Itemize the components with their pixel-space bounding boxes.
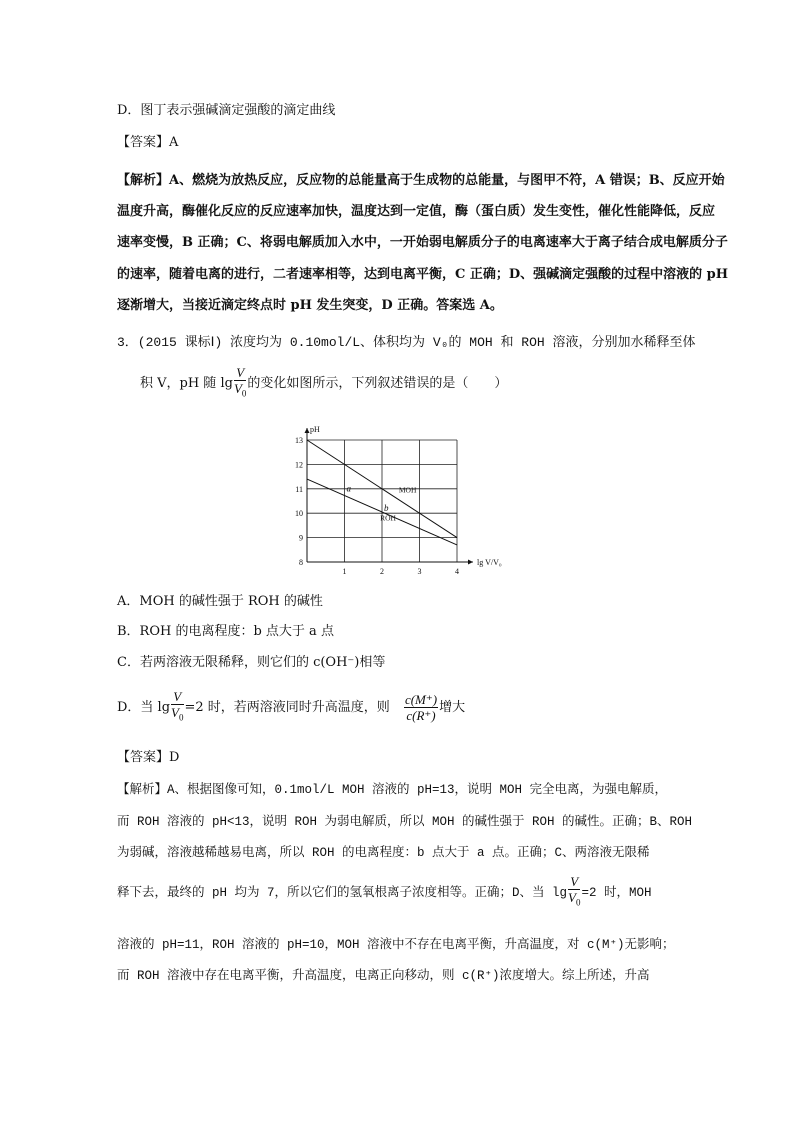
analysis2-line4-pre: 释下去，最终的 pH 均为 7，所以它们的氢氧根离子浓度相等。正确；D、当 lg — [117, 886, 568, 900]
analysis2-line4-post: =2 时，MOH — [581, 886, 652, 900]
series-label-roh: ROH — [380, 513, 396, 523]
analysis1-line4: 的速率，随着电离的进行，二者速率相等，达到电离平衡，C 正确；D、强碱滴定强酸的过程中溶液的 pH — [117, 267, 729, 282]
analysis1-line3: 速率变慢，B 正确；C、将弱电解质加入水中，一开始弱电解质分子的电离速率大于离子结合成电解质分子 — [117, 235, 728, 250]
fraction-numerator: V — [171, 689, 183, 705]
question3-line1: 3．(2015 课标Ⅰ) 浓度均为 0.10mol/L、体积均为 V₀的 MOH 和 ROH 溶液，分别加水稀释至体 — [117, 335, 696, 350]
q3-line2-post: 的变化如图所示，下列叙述错误的是（ ） — [247, 375, 508, 391]
y-tick-label: 11 — [295, 484, 303, 494]
ion-numerator: c(M⁺) — [404, 692, 438, 707]
ion-denominator: c(R⁺) — [406, 708, 436, 723]
option-b: B．ROH 的电离程度：b 点大于 a 点 — [117, 624, 334, 639]
analysis1-line1: 【解析】A、燃烧为放热反应，反应物的总能量高于生成物的总能量，与图甲不符，A 错误；B、反应开始 — [117, 173, 725, 188]
fraction-v-over-v0 — [234, 365, 246, 402]
x-tick-label: 1 — [342, 567, 347, 576]
y-tick-label: 9 — [299, 533, 303, 543]
question3-line2 — [140, 365, 507, 402]
point-label-b: b — [384, 503, 389, 514]
ph-dilution-chart — [285, 420, 502, 590]
option-c: C．若两溶液无限稀释，则它们的 c(OH⁻)相等 — [117, 655, 386, 670]
fraction-numerator: V — [234, 365, 246, 381]
y-tick-label: 12 — [295, 460, 303, 470]
fraction-subscript: 0 — [179, 712, 184, 723]
analysis2-line6: 而 ROH 溶液中存在电离平衡，升高温度，电离正向移动，则 c(R⁺)浓度增大。综上所述，升高 — [117, 969, 650, 983]
fraction-denominator: V — [233, 381, 242, 396]
x-axis-label: lg V/V₀ — [477, 558, 502, 567]
fraction-denominator: V — [171, 705, 179, 721]
point-label-a: a — [346, 483, 351, 494]
fraction-numerator: V — [568, 874, 580, 890]
option-d-mid: =2 时，若两溶液同时升高温度，则 — [184, 700, 390, 715]
analysis1-line2: 温度升高，酶催化反应的反应速率加快，温度达到一定值，酶（蛋白质）发生变性，催化性能降低，反应 — [117, 204, 716, 219]
option-d-fraction-v — [171, 689, 183, 726]
option-d-post: 增大 — [439, 700, 466, 715]
fraction-subscript: 0 — [241, 388, 247, 399]
q3-line2-pre: 积 V，pH 随 lg — [140, 375, 233, 391]
option-d-pre: D．当 lg — [117, 700, 171, 715]
analysis2-line5: 溶液的 pH=11，ROH 溶液的 pH=10，MOH 溶液中不存在电离平衡，升高温度，对 c(M⁺)无影响； — [117, 938, 675, 952]
fraction-denominator: V — [568, 890, 576, 906]
y-tick-label: 10 — [295, 509, 303, 519]
option-a: A．MOH 的碱性强于 ROH 的碱性 — [117, 594, 323, 609]
analysis2-line4 — [117, 873, 651, 913]
answer-1: 【答案】A — [117, 135, 179, 150]
y-tick-label: 13 — [295, 436, 303, 445]
x-axis-arrow — [468, 560, 473, 565]
analysis2-fraction-v — [568, 874, 580, 911]
y-axis-label: pH — [310, 425, 320, 434]
option-d — [117, 688, 465, 728]
x-tick-label: 2 — [380, 567, 384, 576]
y-tick-label: 8 — [299, 558, 303, 567]
analysis2-line2: 而 ROH 溶液的 pH<13，说明 ROH 为弱电解质，所以 MOH 的碱性强于 ROH 的碱性。正确；B、ROH — [117, 815, 693, 829]
answer-2: 【答案】D — [117, 750, 180, 765]
analysis1-line5: 逐渐增大，当接近滴定终点时 pH 发生突变，D 正确。答案选 A。 — [117, 298, 503, 313]
analysis2-line3: 为弱碱，溶液越稀越易电离，所以 ROH 的电离程度：b 点大于 a 点。正确；C、两溶液无限稀 — [117, 846, 650, 860]
analysis2-line1: 【解析】A、根据图像可知，0.1mol/L MOH 溶液的 pH=13，说明 MOH 完全电离，为强电解质， — [117, 783, 668, 797]
y-axis-arrow — [305, 428, 310, 433]
option-d-line: D．图丁表示强碱滴定强酸的滴定曲线 — [117, 103, 336, 118]
fraction-subscript: 0 — [575, 898, 581, 908]
x-tick-label: 4 — [455, 567, 459, 576]
series-label-moh: MOH — [398, 485, 417, 495]
option-d-fraction-ions — [404, 692, 438, 723]
x-tick-label: 3 — [417, 567, 422, 576]
